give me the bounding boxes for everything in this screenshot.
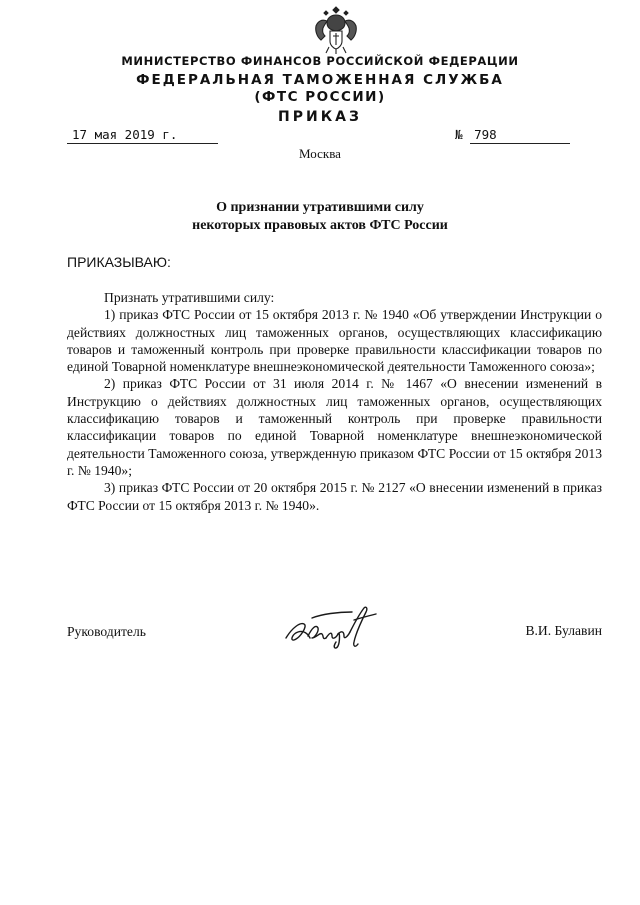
list-item: 2) приказ ФТС России от 31 июля 2014 г. № 1467 «О внесении изменений в Инструкцию о действиях должностных лиц таможенных органов, осуществляющих классификацию товаров и таможенный контроль при проверке правильности классификации товаров по единой Товарной номенклатуре внешнеэкономической деятельности Таможенного союза, утвержденную приказом ФТС России от 15 октября 2013 г. № 1940»; <box>67 376 602 478</box>
title-line-1: О признании утратившими силу <box>216 200 424 215</box>
signer-name: В.И. Булавин <box>525 623 602 638</box>
order-number <box>455 127 570 144</box>
order-date: 17 мая 2019 г. <box>67 127 218 144</box>
directive-word: ПРИКАЗЫВАЮ: <box>67 254 171 270</box>
number-sign: № <box>455 127 463 142</box>
number-value: 798 <box>470 127 570 144</box>
signer-role: Руководитель <box>67 624 146 639</box>
list-item: 3) приказ ФТС России от 20 октября 2015 г. № 2127 «О внесении изменений в приказ ФТС России от 15 октября 2013 г. № 1940». <box>67 480 602 513</box>
title-line-2: некоторых правовых актов ФТС России <box>192 218 448 233</box>
document-type: ПРИКАЗ <box>278 109 362 125</box>
ministry-name: МИНИСТЕРСТВО ФИНАНСОВ РОССИЙСКОЙ ФЕДЕРАЦИИ <box>121 54 519 68</box>
body-intro: Признать утратившими силу: <box>104 290 275 305</box>
order-body <box>67 289 602 514</box>
service-name: ФЕДЕРАЛЬНАЯ ТАМОЖЕННАЯ СЛУЖБА <box>136 72 504 88</box>
city: Москва <box>299 146 341 161</box>
list-item: 1) приказ ФТС России от 15 октября 2013 г. № 1940 «Об утверждении Инструкции о действиях должностных лиц таможенных органов, осуществляющих классификацию товаров и таможенный контроль при проверке правильности классификации товаров по единой Товарной номенклатуре внешнеэкономической деятельности Таможенного союза»; <box>67 307 602 375</box>
handwritten-signature <box>282 598 382 656</box>
service-abbreviation: (ФТС РОССИИ) <box>254 89 386 105</box>
russian-coat-of-arms-icon <box>313 3 359 55</box>
document-title <box>0 199 640 235</box>
